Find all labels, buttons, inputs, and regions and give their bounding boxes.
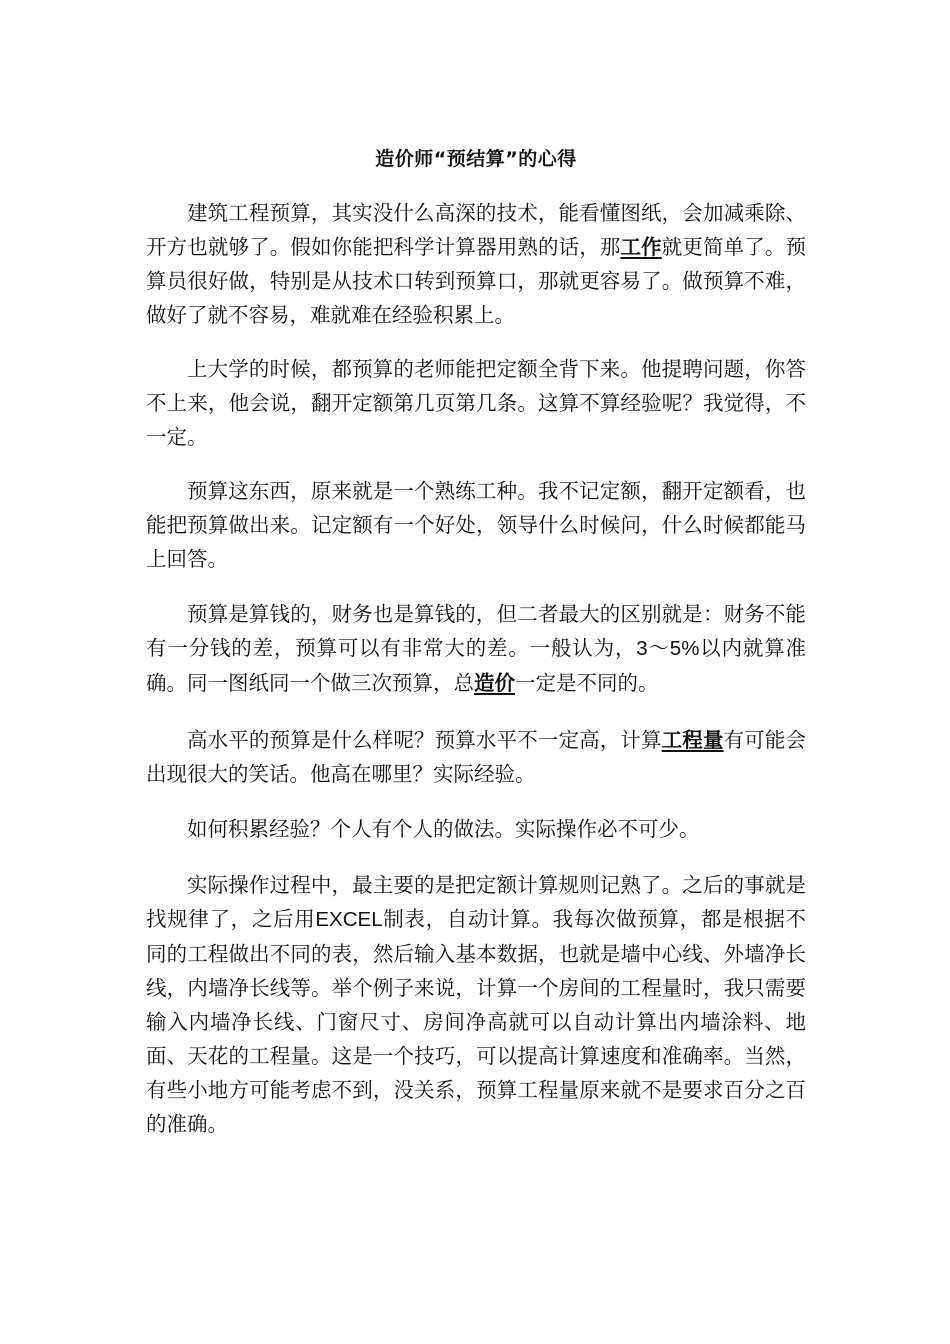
link-gongzuo[interactable]: 工作 xyxy=(620,235,662,259)
page-title: 造价师“预结算”的心得 xyxy=(375,148,577,170)
paragraph-4-range: 3～5% xyxy=(636,637,700,660)
paragraph-1-text-b: 就更简单了。预算员很好做，特别是从技术口转到预算口，那就更容易了。做预算不难，做好了就不容易，难就难在经验积累上。 xyxy=(146,235,807,327)
paragraph-6: 如何积累经验？个人有个人的做法。实际操作必不可少。 xyxy=(187,817,700,841)
paragraph-4 xyxy=(146,597,806,700)
paragraph-1-text-a: 建筑工程预算，其实没什么高深的技术，能看懂图纸，会加减乘除、开方也就够了。假如你能把科学计算器用熟的话，那 xyxy=(146,201,806,259)
paragraph-5-text-a: 高水平的预算是什么样呢？预算水平不一定高，计算 xyxy=(187,728,662,752)
paragraph-4-text-c: 一定是不同的。 xyxy=(515,671,659,695)
paragraph-7 xyxy=(146,868,806,1141)
paragraph-7-excel: EXCEL xyxy=(315,908,383,931)
paragraph-4-text-a: 预算是算钱的，财务也是算钱的，但二者最大的区别就是：财务不能有一分钱的差，预算可以有非常大的差。一般认为， xyxy=(146,602,806,660)
paragraph-5-text-b: 有可能会出现很大的笑话。他高在哪里？实际经验。 xyxy=(146,728,807,786)
paragraph-1 xyxy=(146,196,806,332)
paragraph-3: 预算这东西，原来就是一个熟练工种。我不记定额，翻开定额看，也能把预算做出来。记定额有一个好处，领导什么时候问，什么时候都能马上回答。 xyxy=(146,479,806,571)
paragraph-5 xyxy=(146,723,806,791)
paragraph-4-text-b: 以内就算准确。同一图纸同一个做三次预算，总 xyxy=(146,636,807,695)
link-gongchengliang[interactable]: 工程量 xyxy=(661,728,724,752)
paragraph-7-text-a: 实际操作过程中，最主要的是把定额计算规则记熟了。之后的事就是找规律了，之后用 xyxy=(146,873,806,931)
paragraph-2: 上大学的时候，都预算的老师能把定额全背下来。他提聘问题，你答不上来，他会说，翻开定额第几页第几条。这算不算经验呢？我觉得，不一定。 xyxy=(146,357,806,449)
paragraph-7-text-b: 制表，自动计算。我每次做预算，都是根据不同的工程做出不同的表，然后输入基本数据，也就是墙中心线、外墙净长线，内墙净长线等。举个例子来说，计算一个房间的工程量时，我只需要输入内墙净长线、门窗尺寸、房间净高就可以自动计算出内墙涂料、地面、天花的工程量。这是一个技巧，可以提高计算速度和准确率。当然，有些小地方可能考虑不到，没关系，预算工程量原来就不是要求百分之百的准确。 xyxy=(146,907,807,1136)
link-zaojia[interactable]: 造价 xyxy=(474,671,515,695)
